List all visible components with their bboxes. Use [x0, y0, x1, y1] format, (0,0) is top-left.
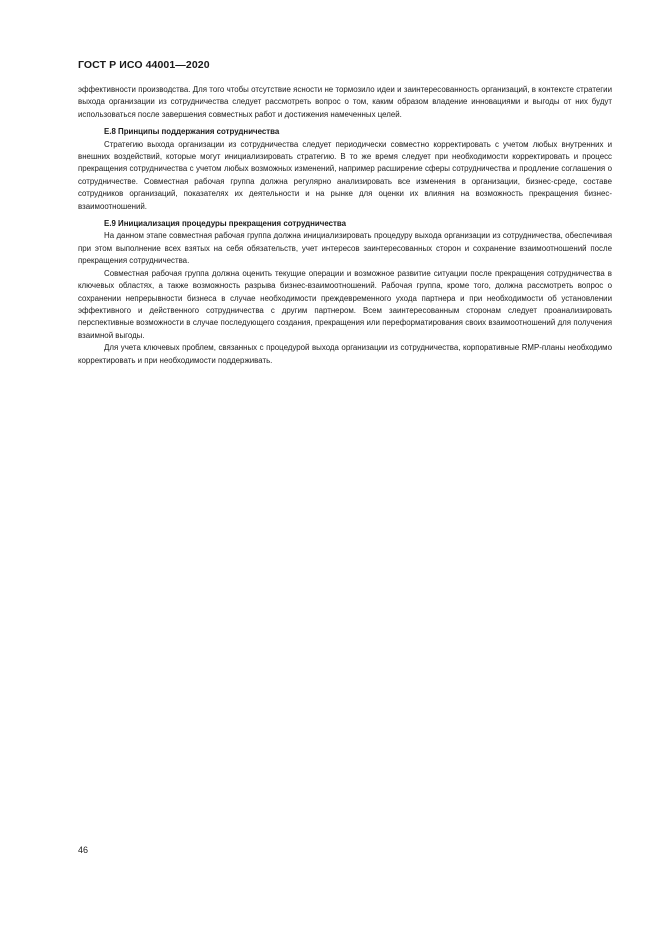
- continuation-paragraph: эффективности производства. Для того чтобы отсутствие ясности не тормозило идеи и заинтересованность организаций, в контексте стратегии выхода организации из сотрудничества следует рассмотреть вопрос о том, каким образом владение инновациями и выгоды от них будут использоваться после завершения совместных работ и достижения намеченных целей.: [78, 85, 612, 119]
- page-content: [78, 84, 612, 367]
- section-e9-paragraph-2: Совместная рабочая группа должна оценить текущие операции и возможное развитие ситуации после прекращения сотрудничества в ключевых областях, а также возможность разрыва бизнес-взаимоотношений. Рабочая группа, кроме того, должна рассмотреть вопрос о сохранении непрерывности бизнеса в случае необходимости преждевременного ухода партнера и при необходимости об установлении эффективного и действенного сотрудничества с другим партнером. Всем заинтересованным сторонам следует проанализировать перспективные возможности в случае последующего создания, прекращения или переформатирования своих взаимоотношений для получения взаимной выгоды.: [78, 268, 612, 340]
- section-e8-paragraph-1: Стратегию выхода организации из сотрудничества следует периодически совместно корректировать с учетом любых внутренних и внешних воздействий, которые могут инициализировать стратегию. В то же время следует при необходимости корректировать и процесс прекращения сотрудничества с учетом любых возможных изменений, например расширение сферы сотрудничества и продление соглашения о сотрудничестве. Совместная рабочая группа должна регулярно анализировать все изменения в организации, бизнес-среде, составе сотрудников организаций, показателях их деятельности и на рынке для оценки их влияния на возможность прекращения бизнес-взаимоотношений.: [78, 139, 612, 211]
- section-e9-paragraph-1: На данном этапе совместная рабочая группа должна инициализировать процедуру выхода организации из сотрудничества, обеспечивая при этом выполнение всех взятых на себя обязательств, учет интересов заинтересованных сторон и сохранение взаимоотношений после прекращения сотрудничества.: [78, 231, 612, 266]
- section-e9-paragraph-3: Для учета ключевых проблем, связанных с процедурой выхода организации из сотрудничества, корпоративные RMP-планы необходимо корректировать и при необходимости поддерживать.: [78, 343, 612, 365]
- section-heading-e8: Е.8 Принципы поддержания сотрудничества: [104, 127, 280, 137]
- document-header: ГОСТ Р ИСО 44001—2020: [78, 59, 210, 71]
- section-heading-e9: Е.9 Инициализация процедуры прекращения сотрудничества: [104, 219, 347, 229]
- page-number: 46: [78, 845, 89, 855]
